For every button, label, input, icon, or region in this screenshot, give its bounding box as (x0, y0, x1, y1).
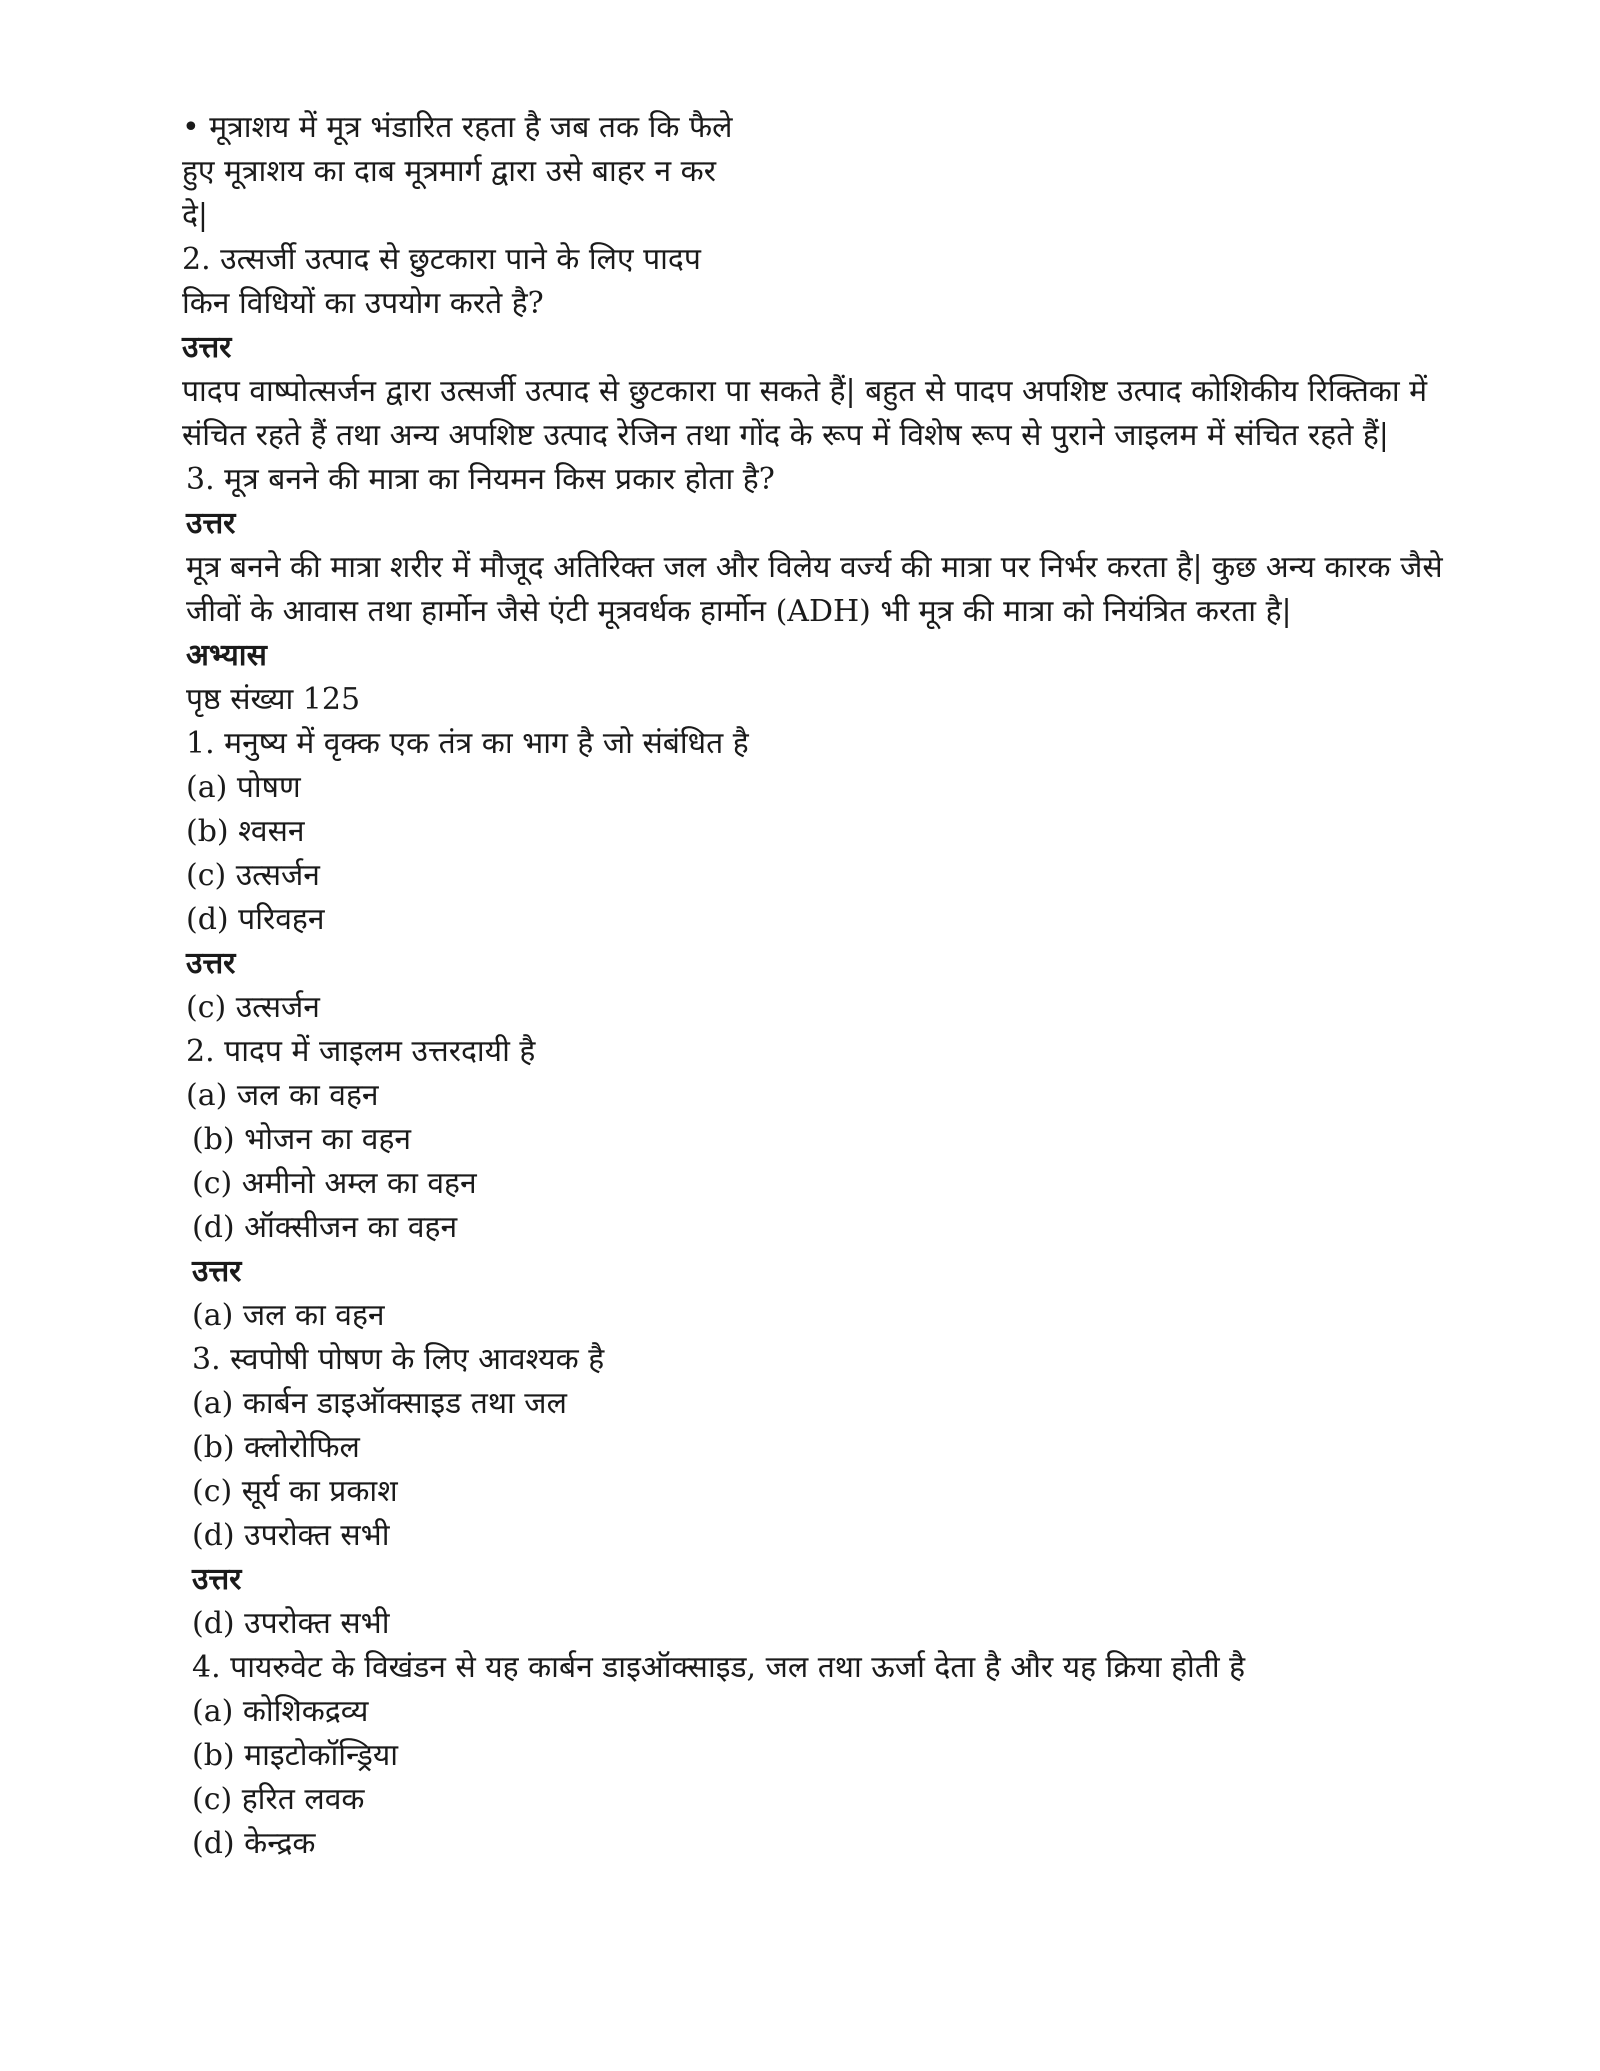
page-reference: पृष्ठ संख्या 125 (186, 682, 361, 717)
option-item: (c) सूर्य का प्रकाश (192, 1474, 398, 1509)
option-item: (b) श्वसन (186, 814, 305, 849)
option-item: (b) क्लोरोफिल (192, 1430, 360, 1465)
option-item: (a) कार्बन डाइऑक्साइड तथा जल (192, 1386, 567, 1421)
answer-text: (d) उपरोक्त सभी (192, 1606, 390, 1641)
answer-heading: उत्तर (182, 330, 232, 365)
option-item: (c) हरित लवक (192, 1782, 365, 1817)
question-2-line: किन विधियों का उपयोग करते है? (182, 286, 544, 321)
document-page (182, 106, 1482, 1866)
answer-heading: उत्तर (186, 946, 236, 981)
option-item: (d) उपरोक्त सभी (192, 1518, 390, 1553)
intro-line: दे| (182, 198, 209, 233)
intro-line: • मूत्राशय में मूत्र भंडारित रहता है जब तक कि फैले (182, 110, 733, 145)
answer-paragraph: मूत्र बनने की मात्रा शरीर में मौजूद अतिरिक्त जल और विलेय वर्ज्य की मात्रा पर निर्भर करता है| कुछ अन्य कारक जैसे जीवों के आवास तथा हार्मोन जैसे एंटी मूत्रवर्धक हार्मोन (ADH) भी मूत्र की मात्रा को नियंत्रित करता है| (186, 550, 1443, 629)
answer-paragraph: पादप वाष्पोत्सर्जन द्वारा उत्सर्जी उत्पाद से छुटकारा पा सकते हैं| बहुत से पादप अपशिष्ट उत्पाद कोशिकीय रिक्तिका में संचित रहते हैं तथा अन्य अपशिष्ट उत्पाद रेजिन तथा गोंद के रूप में विशेष रूप से पुराने जाइलम में संचित रहते हैं| (182, 374, 1428, 453)
exercise-question: 3. स्वपोषी पोषण के लिए आवश्यक है (192, 1342, 605, 1377)
answer-heading: उत्तर (192, 1254, 242, 1289)
intro-line: हुए मूत्राशय का दाब मूत्रमार्ग द्वारा उसे बाहर न कर (182, 154, 716, 189)
exercise-question: 1. मनुष्य में वृक्क एक तंत्र का भाग है जो संबंधित है (186, 726, 749, 761)
option-item: (a) जल का वहन (186, 1078, 379, 1113)
option-item: (d) केन्द्रक (192, 1826, 316, 1861)
option-item: (a) पोषण (186, 770, 301, 805)
option-item: (d) ऑक्सीजन का वहन (192, 1210, 458, 1245)
exercise-question: 2. पादप में जाइलम उत्तरदायी है (186, 1034, 536, 1069)
option-item: (a) कोशिकद्रव्य (192, 1694, 369, 1729)
option-item: (b) माइटोकॉन्ड्रिया (192, 1738, 399, 1773)
question-2-line: 2. उत्सर्जी उत्पाद से छुटकारा पाने के लिए पादप (182, 242, 701, 277)
option-item: (c) अमीनो अम्ल का वहन (192, 1166, 477, 1201)
exercise-heading: अभ्यास (186, 638, 267, 673)
option-item: (d) परिवहन (186, 902, 325, 937)
option-item: (c) उत्सर्जन (186, 858, 320, 893)
exercise-question: 4. पायरुवेट के विखंडन से यह कार्बन डाइऑक्साइड, जल तथा ऊर्जा देता है और यह क्रिया होती है (192, 1650, 1246, 1685)
question-3: 3. मूत्र बनने की मात्रा का नियमन किस प्रकार होता है? (186, 462, 775, 497)
answer-text: (c) उत्सर्जन (186, 990, 320, 1025)
answer-heading: उत्तर (186, 506, 236, 541)
answer-text: (a) जल का वहन (192, 1298, 385, 1333)
option-item: (b) भोजन का वहन (192, 1122, 412, 1157)
answer-heading: उत्तर (192, 1562, 242, 1597)
